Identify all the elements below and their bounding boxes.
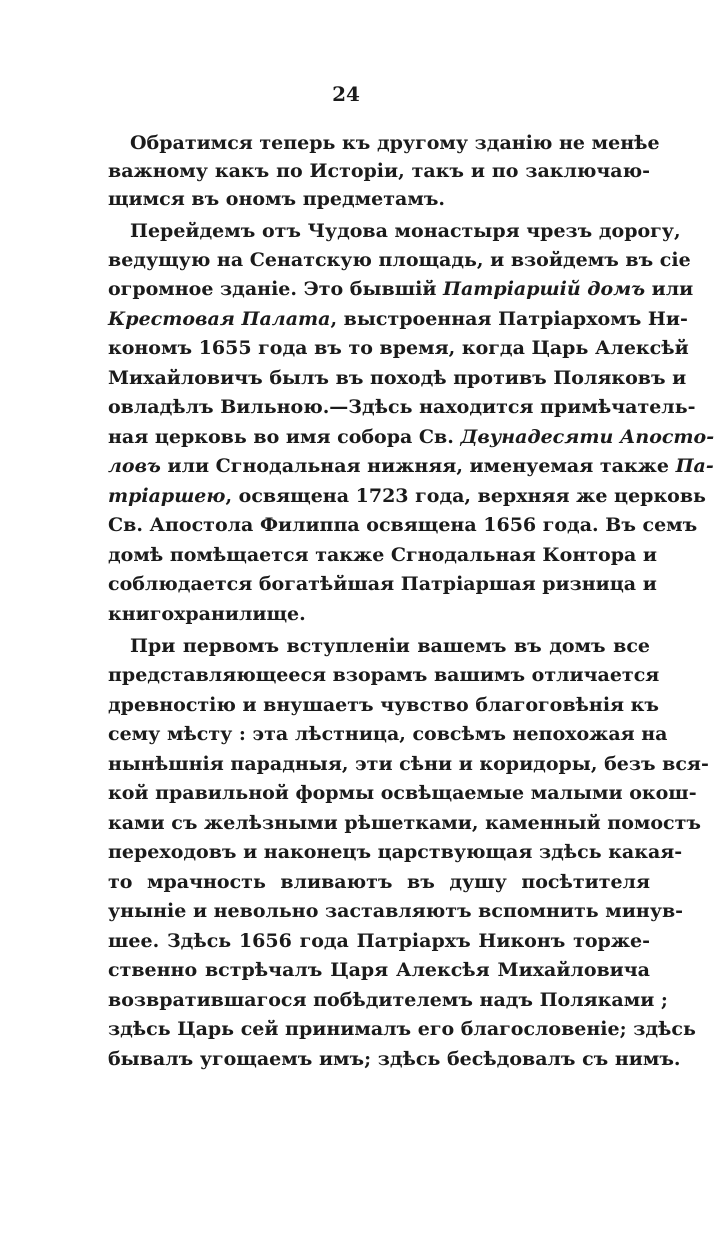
- text-segment: Св. Апостола Филиппа освящена 1656 года. Въ семъ: [108, 514, 698, 536]
- text-segment: здѣсь Царь сей принималъ его благословеніе; здѣсь: [108, 1018, 696, 1040]
- text-line: [108, 186, 650, 212]
- italic-text: Патріаршій домъ: [443, 278, 646, 300]
- text-line: [108, 810, 701, 836]
- text-segment: При первомъ вступленіи вашемъ въ домъ все: [130, 635, 650, 657]
- text-line: [108, 662, 660, 688]
- text-line: [130, 218, 681, 244]
- text-line: [108, 780, 697, 806]
- text-segment: бывалъ угощаемъ имъ; здѣсь бесѣдовалъ съ нимъ.: [108, 1048, 681, 1070]
- text-segment: ведущую на Сенатскую площадь, и взойдемъ въ сіе: [108, 249, 691, 271]
- text-segment: овладѣлъ Вильною.—Здѣсь находится примѣчатель-: [108, 396, 696, 418]
- text-line: [108, 158, 650, 184]
- text-line: [108, 335, 689, 361]
- text-segment: щимся въ ономъ предметамъ.: [108, 188, 446, 210]
- text-segment: книгохранилище.: [108, 603, 306, 625]
- text-segment: переходовъ и наконецъ царствующая здѣсь какая-: [108, 841, 683, 863]
- text-line: [108, 542, 657, 568]
- text-segment: Обратимся теперь къ другому зданію не менѣе: [130, 132, 660, 154]
- text-segment: , выстроенная Патріархомъ Ни-: [330, 308, 688, 330]
- text-line: [108, 1046, 681, 1072]
- text-segment: или: [645, 278, 694, 300]
- text-segment: сему мѣсту : эта лѣстница, совсѣмъ непохожая на: [108, 723, 668, 745]
- text-line: [108, 453, 714, 479]
- text-line: [108, 424, 714, 450]
- text-segment: кой правильной формы освѣщаемые малыми окош-: [108, 782, 697, 804]
- text-line: [108, 512, 698, 538]
- text-segment: или Сгнодальная нижняя, именуемая также: [160, 455, 676, 477]
- text-segment: то мрачность вливаютъ въ душу посѣтителя: [108, 871, 650, 893]
- text-line: [108, 1016, 696, 1042]
- text-segment: уныніе и невольно заставляютъ вспомнить минув-: [108, 900, 684, 922]
- italic-text: Па-: [675, 455, 714, 477]
- text-line: [108, 483, 706, 509]
- text-line: [108, 247, 691, 273]
- italic-text: Крестовая Палата: [108, 308, 331, 330]
- text-line: [108, 365, 687, 391]
- text-segment: ная церковь во имя собора Св.: [108, 426, 461, 448]
- text-line: [130, 130, 660, 156]
- text-segment: ками съ желѣзными рѣшетками, каменный помостъ: [108, 812, 701, 834]
- italic-text: ловъ: [108, 455, 161, 477]
- text-line: [108, 987, 668, 1013]
- text-line: [108, 721, 668, 747]
- text-segment: древностію и внушаетъ чувство благоговѣнія къ: [108, 694, 659, 716]
- text-line: [108, 928, 650, 954]
- text-segment: нынѣшнія парадныя, эти сѣни и коридоры, безъ вся-: [108, 753, 709, 775]
- text-line: [108, 751, 709, 777]
- text-line: [108, 692, 659, 718]
- text-line: [108, 601, 650, 627]
- text-line: [108, 839, 683, 865]
- text-segment: представляющееся взорамъ вашимъ отличается: [108, 664, 660, 686]
- page-number: 24: [332, 82, 360, 106]
- italic-text: Двунадесяти Апосто-: [460, 426, 714, 448]
- text-line: [108, 957, 650, 983]
- italic-text: тріаршею: [108, 485, 226, 507]
- text-segment: ственно встрѣчалъ Царя Алексѣя Михайловича: [108, 959, 650, 981]
- text-line: [108, 306, 688, 332]
- text-segment: Перейдемъ отъ Чудова монастыря чрезъ дорогу,: [130, 220, 681, 242]
- text-segment: соблюдается богатѣйшая Патріаршая ризница и: [108, 573, 657, 595]
- text-line: [108, 276, 694, 302]
- text-line: [108, 898, 684, 924]
- text-segment: , освящена 1723 года, верхняя же церковь: [225, 485, 706, 507]
- text-line: [130, 633, 650, 659]
- text-line: [108, 394, 696, 420]
- text-segment: возвратившагося побѣдителемъ надъ Поляками ;: [108, 989, 668, 1011]
- text-segment: огромное зданіе. Это бывшій: [108, 278, 444, 300]
- text-segment: шее. Здѣсь 1656 года Патріархъ Никонъ торже-: [108, 930, 650, 952]
- text-line: [108, 571, 657, 597]
- text-segment: кономъ 1655 года въ то время, когда Царь Алексѣй: [108, 337, 689, 359]
- text-segment: важному какъ по Исторіи, такъ и по заключаю-: [108, 160, 650, 182]
- text-segment: Михайловичъ былъ въ походѣ противъ Поляковъ и: [108, 367, 687, 389]
- text-line: [108, 869, 650, 895]
- text-segment: домѣ помѣщается также Сгнодальная Контора и: [108, 544, 657, 566]
